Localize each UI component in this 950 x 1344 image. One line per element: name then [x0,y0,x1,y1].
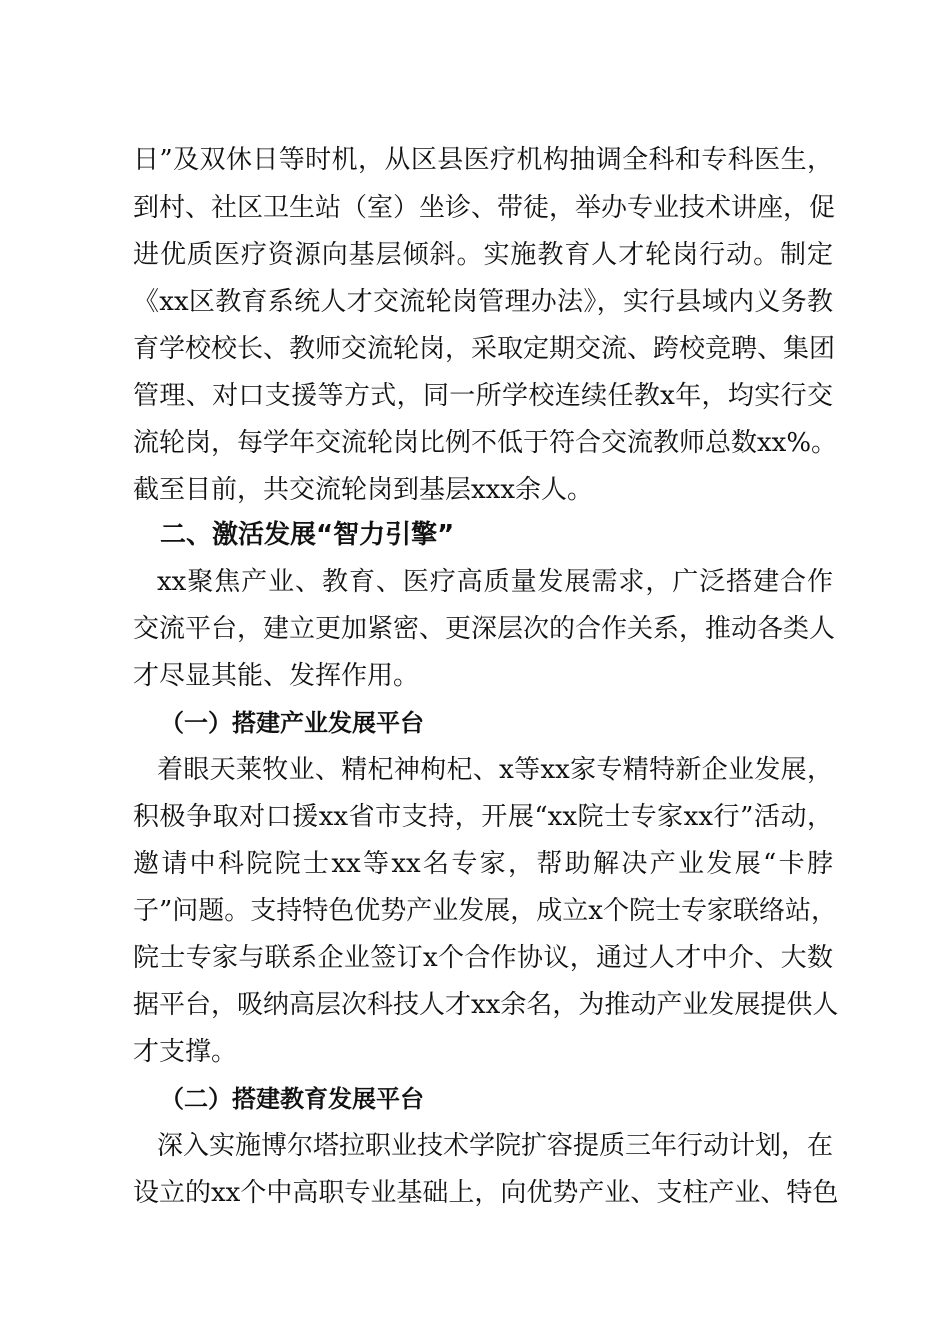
para4-line-1: 深入实施博尔塔拉职业技术学院扩容提质三年行动计划，在 [157,1131,834,1161]
subsection-heading-2: （二）搭建教育发展平台 [160,1085,424,1113]
para2-line-3: 才尽显其能、发挥作用。 [133,661,420,691]
para3-line-1: 着眼天莱牧业、精杞神枸杞、x等xx家专精特新企业发展， [157,755,833,785]
para2-line-2: 交流平台，建立更加紧密、更深层次的合作关系，推动各类人 [133,614,836,644]
para3-line-2: 积极争取对口援xx省市支持，开展“xx院士专家xx行”活动， [133,802,833,832]
para1-line-5: 育学校校长、教师交流轮岗，采取定期交流、跨校竞聘、集团 [133,334,836,364]
para1-line-8: 截至目前，共交流轮岗到基层xxx余人。 [133,475,593,505]
para1-line-3: 进优质医疗资源向基层倾斜。实施教育人才轮岗行动。制定 [133,240,833,270]
para3-line-4: 子”问题。支持特色优势产业发展，成立x个院士专家联络站， [133,896,837,926]
subsection-heading-1: （一）搭建产业发展平台 [160,709,424,737]
para1-line-6: 管理、对口支援等方式，同一所学校连续任教x年，均实行交 [133,381,833,411]
para2-line-1: xx聚焦产业、教育、医疗高质量发展需求，广泛搭建合作 [157,567,833,597]
para4-line-2: 设立的xx个中高职专业基础上，向优势产业、支柱产业、特色 [133,1178,839,1208]
para3-line-3: 邀请中科院院士xx等xx名专家，帮助解决产业发展“卡脖 [133,849,833,879]
para3-line-5: 院士专家与联系企业签订x个合作协议，通过人才中介、大数 [133,943,833,973]
para1-line-1: 日”及双休日等时机，从区县医疗机构抽调全科和专科医生， [133,145,833,175]
para1-line-7: 流轮岗，每学年交流轮岗比例不低于符合交流教师总数xx%。 [133,428,838,458]
para1-line-4: 《xx区教育系统人才交流轮岗管理办法》，实行县域内义务教 [133,287,833,317]
para3-line-7: 才支撑。 [133,1037,238,1067]
para1-line-2: 到村、社区卫生站（室）坐诊、带徒，举办专业技术讲座，促 [133,193,836,223]
para3-line-6: 据平台，吸纳高层次科技人才xx余名，为推动产业发展提供人 [133,990,839,1020]
section-heading: 二、激活发展“智力引擎” [160,520,455,550]
